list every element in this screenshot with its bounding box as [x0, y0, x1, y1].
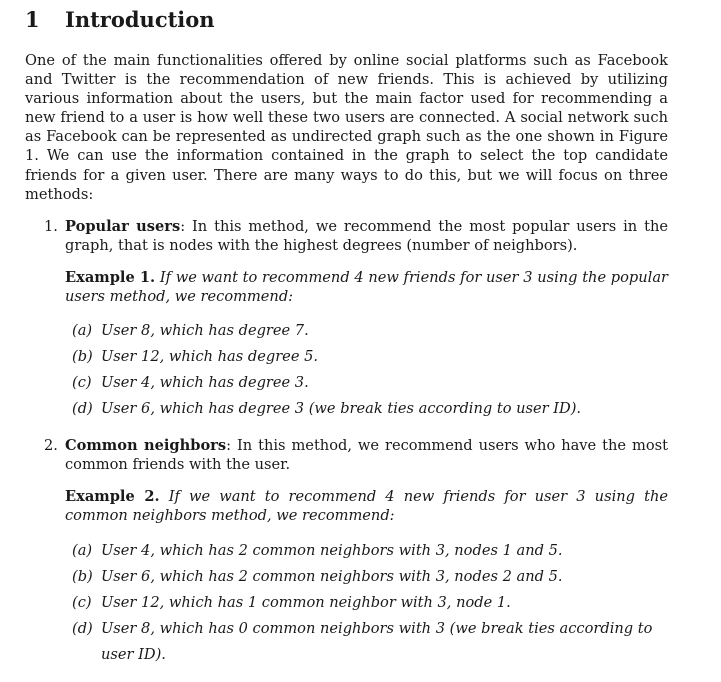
- recommendation-marker: (d): [72, 619, 93, 637]
- recommendation-list: [65, 318, 668, 422]
- section-title: Introduction: [65, 7, 215, 32]
- method-item-popular-users: [25, 217, 668, 422]
- recommendation-text: User 8, which has degree 7.: [101, 322, 309, 340]
- methods-list: [25, 217, 668, 668]
- recommendation-item: [65, 396, 668, 422]
- example-text: If we want to recommend 4 new friends for user 3 using the common neighbors method, we recommend:: [65, 488, 668, 525]
- intro-paragraph: One of the main functionalities offered by online social platforms such as Facebook and Twitter is the recommendation of new friends. This is achieved by utilizing various information about the users, but the main factor used for recommending a new friend to a user is how well these two users are connected. A social network such as Facebook can be represented as undirected graph such as the one shown in Figure 1. We can use the information contained in the graph to select the top candidate friends for a given user. There are many ways to do this, but we will focus on three methods:: [25, 52, 668, 203]
- recommendation-marker: (a): [72, 322, 93, 340]
- section-number: 1: [25, 7, 40, 32]
- example-label: Example 1.: [65, 268, 156, 286]
- recommendation-item: [65, 318, 668, 344]
- recommendation-text: User 4, which has 2 common neighbors with 3, nodes 1 and 5.: [101, 541, 563, 559]
- recommendation-marker: (c): [72, 374, 92, 392]
- recommendation-text: User 4, which has degree 3.: [101, 374, 309, 392]
- recommendation-item: [65, 370, 668, 396]
- example-block: [65, 268, 668, 306]
- method-text: [65, 217, 668, 255]
- recommendation-marker: (c): [72, 593, 92, 611]
- recommendation-text: User 12, which has degree 5.: [101, 348, 319, 366]
- method-description: : In this method, we recommend the most popular users in the graph, that is nodes with the highest degrees (number of neighbors).: [65, 217, 668, 254]
- method-description: : In this method, we recommend users who have the most common friends with the user.: [65, 437, 668, 474]
- recommendation-item: [65, 616, 668, 668]
- recommendation-item: [65, 344, 668, 370]
- recommendation-item: [65, 538, 668, 564]
- method-item-common-neighbors: [25, 436, 668, 667]
- example-block: [65, 487, 668, 525]
- example-label: Example 2.: [65, 488, 160, 506]
- method-marker: 2.: [44, 437, 58, 455]
- recommendation-list: [65, 538, 668, 668]
- recommendation-item: [65, 590, 668, 616]
- recommendation-text: User 6, which has degree 3 (we break ties according to user ID).: [101, 400, 582, 418]
- method-text: [65, 436, 668, 474]
- recommendation-marker: (b): [72, 567, 93, 585]
- section-heading: [25, 6, 668, 34]
- recommendation-text: User 8, which has 0 common neighbors with 3 (we break ties according to user ID).: [101, 619, 653, 663]
- recommendation-text: User 12, which has 1 common neighbor with 3, node 1.: [101, 593, 511, 611]
- recommendation-item: [65, 564, 668, 590]
- recommendation-marker: (d): [72, 400, 93, 418]
- recommendation-marker: (a): [72, 541, 93, 559]
- example-text: If we want to recommend 4 new friends for user 3 using the popular users method, we recommend:: [65, 268, 669, 306]
- method-marker: 1.: [44, 217, 58, 235]
- method-name: Common neighbors: [65, 437, 227, 455]
- recommendation-marker: (b): [72, 348, 93, 366]
- method-name: Popular users: [65, 217, 181, 235]
- document-page: [25, 6, 668, 682]
- recommendation-text: User 6, which has 2 common neighbors with 3, nodes 2 and 5.: [101, 567, 563, 585]
